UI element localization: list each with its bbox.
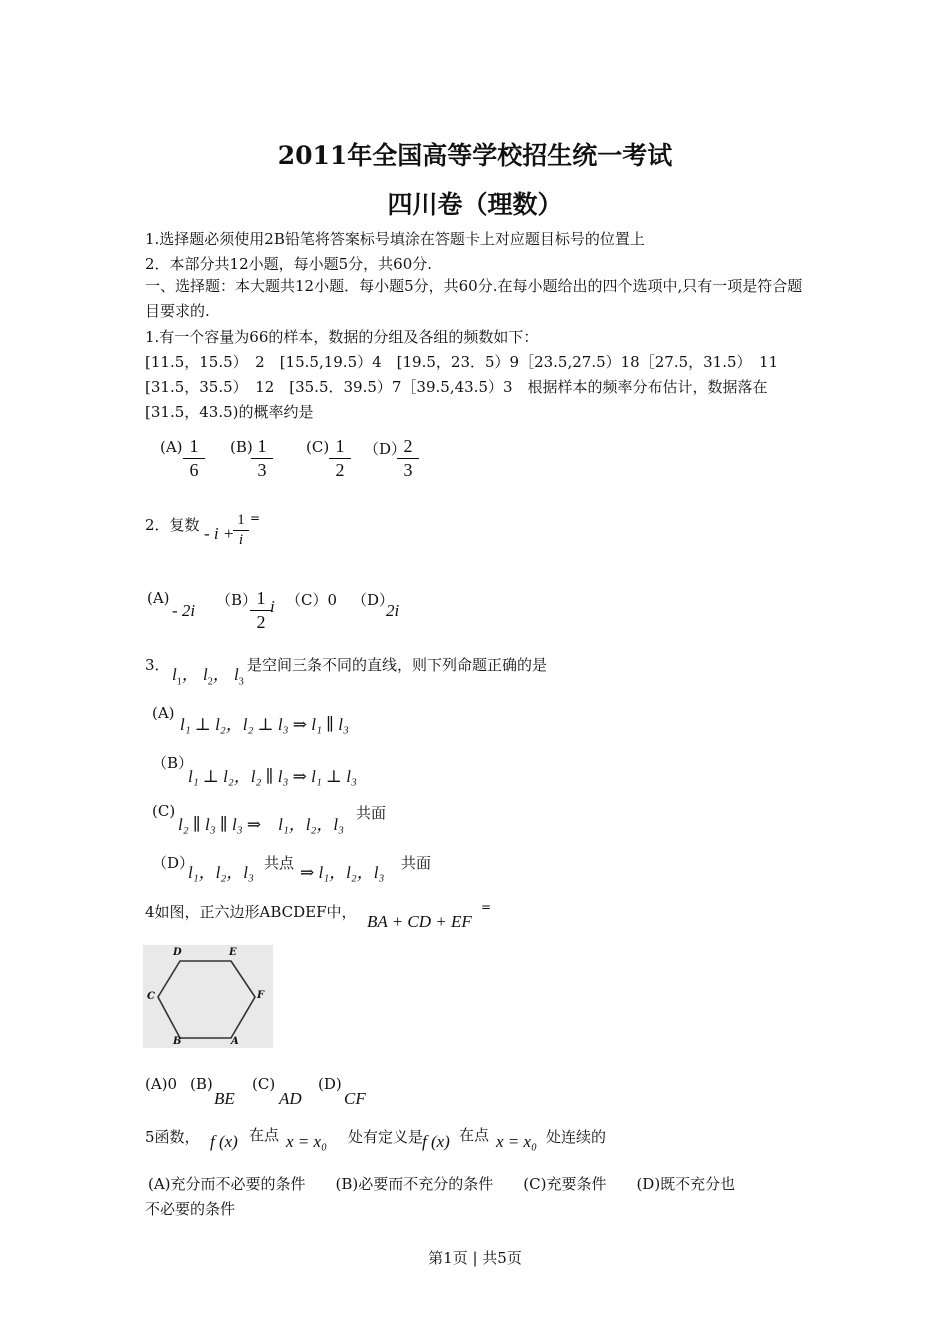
section-intro: 一、选择题：本大题共12小题．每小题5分，共60分.在每小题给出的四个选项中,只有一项是符合题目要求的. [145,277,803,320]
q3-option-d-lines: l₁，l₂，l₃ [188,863,254,882]
q4-option-b-label: (B) [190,1075,213,1093]
q2-option-b-var: i [270,597,275,616]
q4-expression: BA + CD + EF [367,912,472,931]
q2-option-d-value: 2i [386,601,400,620]
q5-at-point-1: 在点 [249,1126,280,1144]
q5-x-eq-1: x = x₀ [286,1132,327,1151]
q4-equals: = [481,900,492,914]
q1-option-b-fraction: 1 3 [251,436,273,481]
q4-option-d-value: CF [344,1089,366,1108]
q1-option-b-label: (B) [230,438,253,456]
q5-x-eq-2: x = x₀ [496,1132,537,1151]
q1-data-line-2: [31.5，35.5） 12 [35.5．39.5）7［39.5,43.5）3 根据样本的频率分布估计，数据落在 [145,378,768,396]
q1-option-c-label: (C) [306,438,330,456]
q3-option-b-label: （B） [152,754,194,772]
q3-option-d-result: ⇒ l₁，l₂，l₃ [300,863,385,882]
q3-option-d-tail: 共面 [401,854,432,872]
q1-option-c-fraction: 1 2 [329,436,351,481]
q3-option-c-tail: 共面 [356,804,387,822]
q2-option-a-label: (A) [147,589,170,607]
q4-option-d-label: (D) [318,1075,342,1093]
vertex-a: A [231,1036,239,1047]
vertex-d: D [173,947,182,958]
q3-option-b-expr: l₁ ⊥ l₂，l₂ ∥ l₃ ⇒ l₁ ⊥ l₃ [188,767,357,786]
q2-option-c-label: （C）0 [286,591,338,609]
q1-stem: 1.有一个容量为66的样本，数据的分组及各组的频数如下： [145,328,539,346]
note-2: 2．本部分共12小题，每小题5分，共60分. [145,255,433,273]
q3-lines: $l_1$， $l_2$， $l_3$ [172,665,244,688]
vertex-e: E [229,947,237,958]
vertex-b: B [173,1036,182,1047]
q5-mid: 处有定义是 [348,1128,424,1146]
q5-options-line-2: 不必要的条件 [145,1200,236,1218]
vertex-f: F [257,990,265,1001]
q2-option-b-fraction: 1 2 [250,588,272,633]
q2-expression-fraction: 1 i [233,512,249,549]
q4-option-c-value: AD [279,1089,302,1108]
page-footer: 第1页 | 共5页 [428,1249,522,1267]
hexagon-figure [143,945,273,1048]
q4-stem: 4如图，正六边形ABCDEF中， [145,903,357,921]
q2-option-a-value: - 2i [172,601,196,620]
page-subtitle: 四川卷（理数） [387,190,563,219]
q2-equals: = [250,511,261,525]
q4-option-b-value: BE [214,1089,235,1108]
q1-data-line-3: [31.5，43.5)的概率约是 [145,403,314,421]
vertex-c: C [147,991,155,1002]
q3-option-a-expr: l₁ ⊥ l₂，l₂ ⊥ l₃ ⇒ l₁ ∥ l₃ [180,715,349,734]
q1-option-a-fraction: 1 6 [183,436,205,481]
q5-options-line-1: (A)充分而不必要的条件 (B)必要而不充分的条件 (C)充要条件 (D)既不充分也 [148,1175,736,1193]
q4-option-a: (A)0 [145,1075,178,1093]
q3-option-d-mid: 共点 [264,854,295,872]
q1-option-a-label: (A) [160,438,183,456]
q1-option-d-label: （D） [364,440,407,458]
q4-option-c-label: (C) [252,1075,276,1093]
q3-option-c-label: (C) [152,802,176,820]
q2-expression-left: - i + [204,524,235,543]
q2-option-d-label: （D） [352,591,395,609]
q3-option-a-label: (A) [152,704,175,722]
page-title: 2011年全国高等学校招生统一考试 [277,141,673,170]
q5-stem: 5函数， [145,1128,200,1146]
q1-data-line-1: [11.5，15.5） 2 [15.5,19.5）4 [19.5，23．5）9［23.5,27.5）18［27.5，31.5） 11 [145,353,779,371]
q5-tail: 处连续的 [546,1128,607,1146]
q5-at-point-2: 在点 [459,1126,490,1144]
q5-fx-1: f (x) [210,1132,238,1151]
q2-option-b-label: （B） [216,591,258,609]
q3-option-c-expr: l₂ ∥ l₃ ∥ l₃ ⇒ l₁，l₂，l₃ [178,815,344,834]
q3-number: 3． [145,656,170,674]
q5-fx-2: f (x) [422,1132,450,1151]
note-1: 1.选择题必须使用2B铅笔将答案标号填涂在答题卡上对应题目标号的位置上 [145,230,645,248]
q1-option-d-fraction: 2 3 [397,436,419,481]
q3-stem: 是空间三条不同的直线，则下列命题正确的是 [247,656,548,674]
hexagon-diagram [143,945,273,1048]
q2-stem: 2．复数 [145,516,200,534]
q3-option-d-label: （D） [152,854,195,872]
